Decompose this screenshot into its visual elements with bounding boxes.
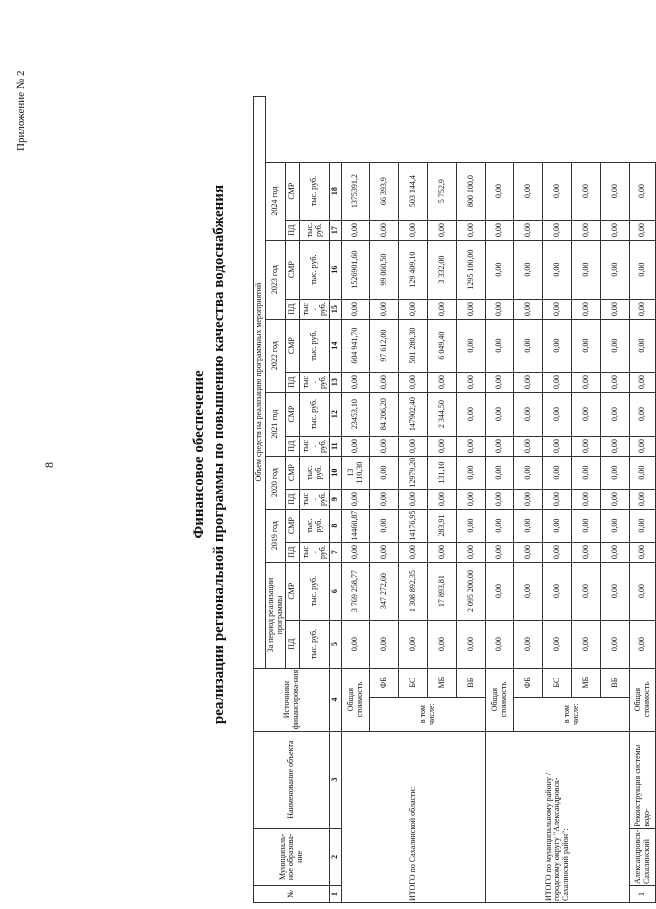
value-cell: 0,00 xyxy=(370,620,399,668)
value-cell: 2 344,50 xyxy=(428,392,457,436)
pd-label: ПД xyxy=(286,620,300,668)
header-municipality: Муниципаль-ное образова-ние xyxy=(254,828,330,885)
value-cell: 0,00 xyxy=(514,240,543,299)
value-cell: 12979,20 xyxy=(399,456,428,489)
value-cell: 0,00 xyxy=(514,562,543,620)
value-cell: 147902,40 xyxy=(399,392,428,436)
table-row xyxy=(630,96,656,902)
source-bs: БС xyxy=(543,668,572,697)
smr-label: СМР xyxy=(286,509,300,542)
value-cell: 14176,95 xyxy=(399,509,428,542)
value-cell: 0,00 xyxy=(630,392,656,436)
smr-label: СМР xyxy=(286,392,300,436)
value-cell: 3 332,00 xyxy=(428,240,457,299)
value-cell: 0,00 xyxy=(342,620,370,668)
value-cell: 0,00 xyxy=(543,456,572,489)
value-cell: 0,00 xyxy=(601,542,630,562)
value-cell: 0,00 xyxy=(630,456,656,489)
value-cell: 0,00 xyxy=(601,240,630,299)
value-cell: 0,00 xyxy=(572,392,601,436)
value-cell: 0,00 xyxy=(457,489,486,509)
source-fb: ФБ xyxy=(370,668,399,697)
col-number: 3 xyxy=(330,731,342,828)
value-cell: 0,00 xyxy=(572,620,601,668)
value-cell: 0,00 xyxy=(342,299,370,319)
unit-label: тыс. руб. xyxy=(300,620,330,668)
value-cell: 0,00 xyxy=(428,620,457,668)
unit-label: тыс. руб. xyxy=(300,240,330,299)
pd-label: ПД xyxy=(286,542,300,562)
value-cell: 5 752,9 xyxy=(428,162,457,220)
value-cell: 0,00 xyxy=(572,456,601,489)
page-number: 8 xyxy=(42,462,56,468)
value-cell: 97 612,00 xyxy=(370,319,399,372)
unit-label: тыс. руб. xyxy=(300,162,330,220)
value-cell: 0,00 xyxy=(342,542,370,562)
value-cell: 84 206,20 xyxy=(370,392,399,436)
value-cell: 2 095 200,00 xyxy=(457,562,486,620)
value-cell: 0,00 xyxy=(630,162,656,220)
value-cell: 0,00 xyxy=(428,542,457,562)
value-cell: 0,00 xyxy=(342,372,370,392)
value-cell: 0,00 xyxy=(543,509,572,542)
value-cell: 0,00 xyxy=(572,542,601,562)
header-volume: Объем средств на реализацию программных мероприятий xyxy=(254,96,266,668)
value-cell: 0,00 xyxy=(630,299,656,319)
value-cell: 0,00 xyxy=(486,562,514,620)
pd-label: ПД xyxy=(286,220,300,240)
unit-label: тыс. руб. xyxy=(300,220,330,240)
col-number: 9 xyxy=(330,489,342,509)
value-cell: 0,00 xyxy=(457,542,486,562)
value-cell: 0,00 xyxy=(601,456,630,489)
value-cell: 0,00 xyxy=(486,299,514,319)
value-cell: 0,00 xyxy=(370,372,399,392)
col-number: 12 xyxy=(330,392,342,436)
value-cell: 0,00 xyxy=(342,436,370,456)
value-cell: 0,00 xyxy=(457,220,486,240)
col-number: 6 xyxy=(330,562,342,620)
value-cell: 0,00 xyxy=(630,620,656,668)
value-cell: 17 893,81 xyxy=(428,562,457,620)
value-cell: 0,00 xyxy=(370,542,399,562)
unit-label: тыс . руб. xyxy=(300,372,330,392)
value-cell: 0,00 xyxy=(630,509,656,542)
value-cell: 0,00 xyxy=(399,220,428,240)
value-cell: 0,00 xyxy=(486,319,514,372)
financing-table xyxy=(253,96,656,903)
value-cell: 1295 100,00 xyxy=(457,240,486,299)
value-cell: 0,00 xyxy=(543,392,572,436)
col-number: 13 xyxy=(330,372,342,392)
col-number: 15 xyxy=(330,299,342,319)
col-number: 16 xyxy=(330,240,342,299)
col-number: 8 xyxy=(330,509,342,542)
unit-label: тыс . руб. xyxy=(300,299,330,319)
value-cell: 0,00 xyxy=(514,509,543,542)
value-cell: 0,00 xyxy=(601,509,630,542)
value-cell: 0,00 xyxy=(514,319,543,372)
pd-label: ПД xyxy=(286,299,300,319)
value-cell: 0,00 xyxy=(601,319,630,372)
value-cell: 0,00 xyxy=(514,456,543,489)
value-cell: 0,00 xyxy=(457,392,486,436)
value-cell: 800 100,0 xyxy=(457,162,486,220)
value-cell: 0,00 xyxy=(457,456,486,489)
smr-label: СМР xyxy=(286,319,300,372)
smr-label: СМР xyxy=(286,162,300,220)
total-cost-label: Общая стоимость xyxy=(630,668,656,731)
value-cell: 0,00 xyxy=(543,489,572,509)
value-cell: 0,00 xyxy=(370,436,399,456)
pd-label: ПД xyxy=(286,436,300,456)
value-cell: 0,00 xyxy=(630,220,656,240)
unit-label: тыс. руб. xyxy=(300,509,330,542)
source-mb: МБ xyxy=(572,668,601,697)
smr-label: СМР xyxy=(286,240,300,299)
value-cell: 0,00 xyxy=(428,299,457,319)
appendix-label: Приложение № 2 xyxy=(15,70,27,151)
value-cell: 0,00 xyxy=(543,542,572,562)
value-cell: 13 110,30 xyxy=(342,456,370,489)
value-cell: 0,00 xyxy=(514,372,543,392)
row-object: Реконструкция системы водо- xyxy=(630,731,656,828)
value-cell: 0,00 xyxy=(543,240,572,299)
header-2020: 2020 год xyxy=(266,456,286,509)
value-cell: 0,00 xyxy=(572,489,601,509)
value-cell: 0,00 xyxy=(630,436,656,456)
col-number: 10 xyxy=(330,456,342,489)
value-cell: 0,00 xyxy=(543,162,572,220)
unit-label: тыс. руб. xyxy=(300,456,330,489)
value-cell: 0,00 xyxy=(514,620,543,668)
value-cell: 0,00 xyxy=(399,299,428,319)
value-cell: 99 060,50 xyxy=(370,240,399,299)
value-cell: 129 409,10 xyxy=(399,240,428,299)
value-cell: 0,00 xyxy=(514,162,543,220)
value-cell: 0,00 xyxy=(457,319,486,372)
value-cell: 1375391,2 xyxy=(342,162,370,220)
value-cell: 0,00 xyxy=(486,392,514,436)
row-municipality: Александровск-Сахалинский xyxy=(630,828,656,885)
unit-label: тыс. руб. xyxy=(300,562,330,620)
source-bs: БС xyxy=(399,668,428,697)
value-cell: 0,00 xyxy=(572,220,601,240)
value-cell: 0,00 xyxy=(399,489,428,509)
value-cell: 6 049,40 xyxy=(428,319,457,372)
value-cell: 0,00 xyxy=(630,562,656,620)
value-cell: 1526901,60 xyxy=(342,240,370,299)
value-cell: 0,00 xyxy=(572,562,601,620)
value-cell: 0,00 xyxy=(457,620,486,668)
value-cell: 0,00 xyxy=(601,436,630,456)
value-cell: 0,00 xyxy=(370,456,399,489)
col-number: 5 xyxy=(330,620,342,668)
value-cell: 0,00 xyxy=(543,562,572,620)
unit-label: тыс . руб. xyxy=(300,489,330,509)
unit-label: тыс. руб. xyxy=(300,392,330,436)
value-cell: 0,00 xyxy=(486,240,514,299)
pd-label: ПД xyxy=(286,372,300,392)
value-cell: 501 280,30 xyxy=(399,319,428,372)
value-cell: 604 941,70 xyxy=(342,319,370,372)
value-cell: 503 144,4 xyxy=(399,162,428,220)
value-cell: 0,00 xyxy=(486,220,514,240)
value-cell: 0,00 xyxy=(342,489,370,509)
value-cell: 66 393,9 xyxy=(370,162,399,220)
value-cell: 0,00 xyxy=(630,489,656,509)
value-cell: 0,00 xyxy=(486,372,514,392)
value-cell: 0,00 xyxy=(572,240,601,299)
value-cell: 0,00 xyxy=(572,319,601,372)
value-cell: 0,00 xyxy=(399,620,428,668)
value-cell: 0,00 xyxy=(601,489,630,509)
value-cell: 0,00 xyxy=(630,372,656,392)
header-object: Наименование объекта xyxy=(254,731,330,828)
value-cell: 283,91 xyxy=(428,509,457,542)
value-cell: 0,00 xyxy=(601,162,630,220)
smr-label: СМР xyxy=(286,456,300,489)
value-cell: 0,00 xyxy=(486,489,514,509)
col-number: 1 xyxy=(330,886,342,903)
value-cell: 0,00 xyxy=(399,372,428,392)
value-cell: 347 272,60 xyxy=(370,562,399,620)
total-district-label: ИТОГО по муниципальному району / городскому округу "Александровск-Сахалинский район": xyxy=(486,731,630,902)
col-number: 17 xyxy=(330,220,342,240)
value-cell: 0,00 xyxy=(601,299,630,319)
incl-label: в том числе: xyxy=(514,697,630,731)
total-region-label: ИТОГО по Сахалинской области: xyxy=(342,731,486,902)
value-cell: 0,00 xyxy=(601,620,630,668)
value-cell: 0,00 xyxy=(486,542,514,562)
col-number: 18 xyxy=(330,162,342,220)
col-number: 11 xyxy=(330,436,342,456)
header-no: № xyxy=(254,886,330,903)
value-cell: 3 769 258,77 xyxy=(342,562,370,620)
value-cell: 0,00 xyxy=(428,436,457,456)
value-cell: 0,00 xyxy=(457,299,486,319)
value-cell: 14460,87 xyxy=(342,509,370,542)
value-cell: 0,00 xyxy=(543,299,572,319)
source-fb: ФБ xyxy=(514,668,543,697)
value-cell: 0,00 xyxy=(514,436,543,456)
value-cell: 0,00 xyxy=(457,372,486,392)
value-cell: 23453,10 xyxy=(342,392,370,436)
value-cell: 0,00 xyxy=(486,436,514,456)
header-2024: 2024 год xyxy=(266,162,286,240)
value-cell: 0,00 xyxy=(572,372,601,392)
value-cell: 0,00 xyxy=(543,620,572,668)
header-2023: 2023 год xyxy=(266,240,286,319)
value-cell: 0,00 xyxy=(370,489,399,509)
unit-label: тыс . руб. xyxy=(300,436,330,456)
value-cell: 0,00 xyxy=(370,220,399,240)
value-cell: 0,00 xyxy=(428,489,457,509)
value-cell: 0,00 xyxy=(630,542,656,562)
value-cell: 131,10 xyxy=(428,456,457,489)
value-cell: 0,00 xyxy=(486,456,514,489)
table-row xyxy=(486,96,514,902)
value-cell: 0,00 xyxy=(630,240,656,299)
value-cell: 0,00 xyxy=(514,220,543,240)
table-row xyxy=(342,96,370,902)
unit-label: тыс. руб. xyxy=(300,319,330,372)
value-cell: 0,00 xyxy=(543,372,572,392)
value-cell: 0,00 xyxy=(543,220,572,240)
value-cell: 0,00 xyxy=(428,220,457,240)
document-title: Финансовое обеспечение xyxy=(191,370,207,539)
value-cell: 0,00 xyxy=(486,620,514,668)
value-cell: 0,00 xyxy=(514,489,543,509)
source-vb: ВБ xyxy=(457,668,486,697)
value-cell: 0,00 xyxy=(630,319,656,372)
value-cell: 0,00 xyxy=(514,542,543,562)
unit-label: тыс . руб. xyxy=(300,542,330,562)
total-cost-label: Общая стоимость xyxy=(342,668,370,731)
incl-label: в том числе: xyxy=(370,697,486,731)
source-mb: МБ xyxy=(428,668,457,697)
col-number: 7 xyxy=(330,542,342,562)
value-cell: 0,00 xyxy=(370,509,399,542)
value-cell: 0,00 xyxy=(370,299,399,319)
smr-label: СМР xyxy=(286,562,300,620)
header-2019: 2019 год xyxy=(266,509,286,562)
value-cell: 0,00 xyxy=(399,542,428,562)
header-2021: 2021 год xyxy=(266,392,286,456)
value-cell: 0,00 xyxy=(342,220,370,240)
header-sources: Источники финансирова-ния xyxy=(254,668,330,731)
header-2022: 2022 год xyxy=(266,319,286,392)
source-vb: ВБ xyxy=(601,668,630,697)
col-number: 14 xyxy=(330,319,342,372)
header-period: За период реализации программы xyxy=(266,562,286,668)
value-cell: 0,00 xyxy=(514,392,543,436)
value-cell: 1 308 892,35 xyxy=(399,562,428,620)
value-cell: 0,00 xyxy=(572,436,601,456)
document-subtitle: реализации региональной программы по повышению качества водоснабжения xyxy=(211,184,227,725)
pd-label: ПД xyxy=(286,489,300,509)
total-cost-label: Общая стоимость xyxy=(486,668,514,731)
value-cell: 0,00 xyxy=(428,372,457,392)
col-number: 4 xyxy=(330,668,342,731)
col-number: 2 xyxy=(330,828,342,885)
value-cell: 0,00 xyxy=(572,509,601,542)
row-number: 1 xyxy=(630,886,656,903)
value-cell: 0,00 xyxy=(601,562,630,620)
value-cell: 0,00 xyxy=(486,162,514,220)
value-cell: 0,00 xyxy=(572,162,601,220)
value-cell: 0,00 xyxy=(572,299,601,319)
value-cell: 0,00 xyxy=(543,436,572,456)
value-cell: 0,00 xyxy=(486,509,514,542)
value-cell: 0,00 xyxy=(601,392,630,436)
value-cell: 0,00 xyxy=(601,220,630,240)
value-cell: 0,00 xyxy=(514,299,543,319)
value-cell: 0,00 xyxy=(457,436,486,456)
value-cell: 0,00 xyxy=(543,319,572,372)
value-cell: 0,00 xyxy=(457,509,486,542)
value-cell: 0,00 xyxy=(399,436,428,456)
value-cell: 0,00 xyxy=(601,372,630,392)
